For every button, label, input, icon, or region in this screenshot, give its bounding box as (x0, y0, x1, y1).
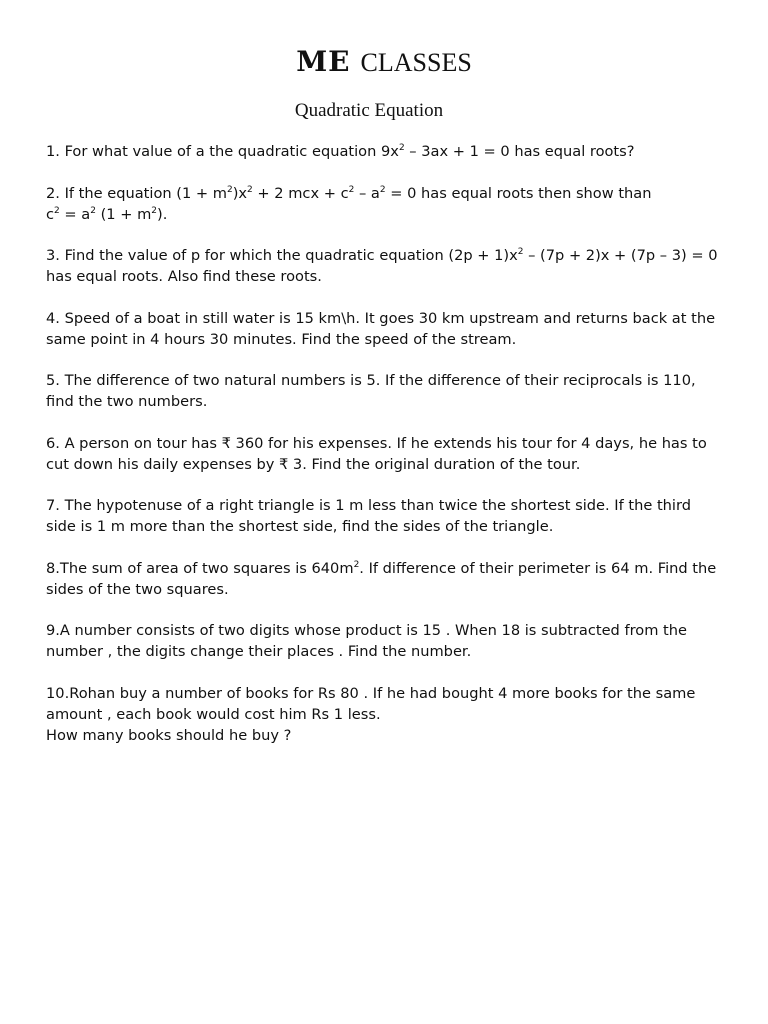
document-header (0, 44, 768, 85)
question-line: number , the digits change their places . Find the number. (46, 643, 472, 660)
question-line: cut down his daily expenses by ₹ 3. Find the original duration of the tour. (46, 455, 581, 473)
question-item (46, 370, 736, 412)
question-line: same point in 4 hours 30 minutes. Find the speed of the stream. (46, 330, 517, 348)
brand-name: CLASSES (360, 48, 472, 77)
question-line: 7. The hypotenuse of a right triangle is 1 m less than twice the shortest side. If the third (46, 497, 691, 514)
question-item (46, 245, 736, 287)
question-line: amount , each book would cost him Rs 1 less. (46, 705, 381, 723)
question-line: $c^2 = a^2$ $(1 + m^2)$. (46, 205, 168, 223)
question-line: 3. Find the value of p for which the quadratic equation $(2p + 1)x^2 - (7p + 2)x + (7p - 3) = 0$ (46, 247, 718, 264)
question-item (46, 620, 736, 662)
question-line: 1. For what value of a the quadratic equation $9x^2 - 3ax + 1 = 0$ has equal roots? (46, 143, 635, 160)
question-line: 10.Rohan buy a number of books for Rs 80 . If he had bought 4 more books for the same (46, 684, 696, 702)
question-line: 2. If the equation $(1 + m^2)x^2 + 2$ mcx + $c^2 - a^2 = 0$ has equal roots then show than (46, 184, 652, 202)
question-item (46, 141, 736, 162)
question-item (46, 495, 736, 537)
question-line: side is 1 m more than the shortest side, find the sides of the triangle. (46, 518, 554, 535)
brand-logo-text: ME (296, 45, 351, 78)
question-line: 5. The difference of two natural numbers is 5. If the difference of their reciprocals is 110, (46, 372, 696, 389)
question-line: 4. Speed of a boat in still water is 15 km\h. It goes 30 km upstream and returns back at the (46, 309, 716, 327)
question-item (46, 558, 736, 600)
question-item (46, 433, 736, 475)
question-line: has equal roots. Also find these roots. (46, 268, 322, 285)
question-line: 8.The sum of area of two squares is $640m^2$. If difference of their perimeter is 64 m. Find the (46, 559, 717, 577)
question-line: 6. A person on tour has ₹ 360 for his expenses. If he extends his tour for 4 days, he has to (46, 434, 707, 452)
question-line: sides of the two squares. (46, 580, 229, 598)
question-list (46, 141, 736, 766)
question-line: How many books should he buy ? (46, 726, 292, 744)
question-line: 9.A number consists of two digits whose product is 15 . When 18 is subtracted from the (46, 622, 687, 639)
question-item (46, 683, 736, 746)
question-line: find the two numbers. (46, 393, 208, 410)
page-title: Quadratic Equation (294, 100, 444, 121)
question-item (46, 183, 736, 225)
question-item (46, 308, 736, 350)
